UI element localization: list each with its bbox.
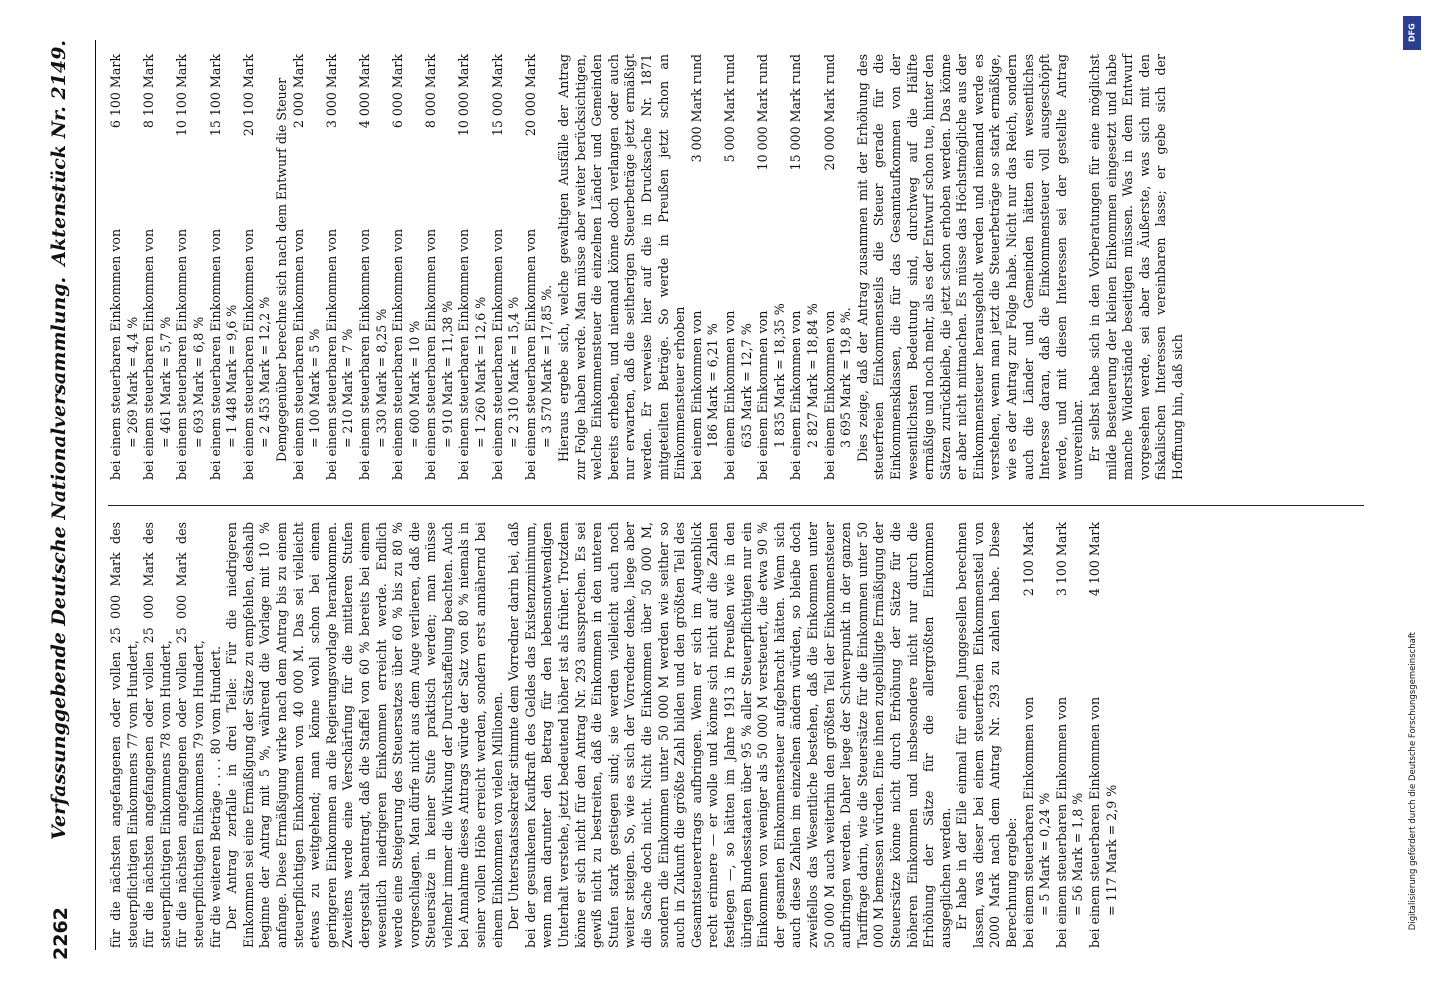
- calc-row: [324, 54, 341, 480]
- calc-row: [108, 54, 125, 480]
- calc-text: bei einem Einkommen von: [721, 310, 737, 480]
- calc-result: = 100 Mark = 5 %: [307, 328, 323, 448]
- paragraph: Der Unterstaatssekretär stimmte dem Vorredner darin bei, daß bei der gesunkenen Kaufkraft des Geldes das Existenzminimum, wenn man darunter den Betrag für den lebensnotwendigen Unterhalt verstehe, jetzt bedeutend höher ist als früher. Trotzdem könne er sich nicht für den Antrag Nr. 293 aussprechen. Es sei gewiß nicht zu bestreiten, daß die Einkommen in den unteren Stufen stark gestiegen sind; sie werden vielleicht auch noch weiter steigen. So, wie es sich der Vorredner denke, liege aber die Sache doch nicht. Nicht die Einkommen über 50 000 M, sondern die Einkommen unter 50 000 M werden wie seither so auch in Zukunft die größte Zahl bilden und den größten Teil des Gesamtsteuerertrags aufbringen. Wenn er sich im Augenblick recht erinnere — er wolle und könne sich nicht auf die Zahlen festlegen —, so hätten im Jahre 1913 in Preußen wie in den übrigen Bundesstaaten über 95 % aller Steuerpflichtigen nur ein Einkommen von weniger als 50 000 M versteuert, die etwa 90 % der gesamten Einkommensteuer aufgebracht hätten. Wenn sich auch diese Zahlen im einzelnen ändern würden, so bleibe doch zweifellos das Wesentliche bestehen, daß die Einkommen unter 50 000 M auch weiterhin den größten Teil der Einkommensteuer aufbringen werden. Daher liege der Schwerpunkt in der ganzen Tariffrage darin, wie die Steuersätze für die Einkommen unter 50 000 M bemessen würden. Eine ihnen zugebilligte Ermäßigung der Steuersätze könne nicht durch Erhöhung der Sätze für die höheren Einkommen und insbesondere nicht nur durch die Erhöhung der Sätze für die allergrößten Einkommen ausgeglichen werden.: [506, 522, 953, 948]
- calc-text: bei einem steuerbaren Einkommen von: [356, 228, 372, 480]
- calc-row: [490, 54, 507, 480]
- running-title: Verfassunggebende Deutsche Nationalversammlung.: [48, 276, 70, 840]
- calc-row: [423, 54, 440, 480]
- calc-result: = 1 260 Mark = 12,6 %: [473, 296, 489, 448]
- calc-row: [141, 54, 158, 480]
- calc-text: bei einem steuerbaren Einkommen von: [456, 228, 472, 480]
- calc-result: = 461 Mark = 5,7 %: [157, 316, 173, 448]
- calc-amount: 2 000 Mark: [290, 54, 306, 129]
- calc-amount: 6 000 Mark: [390, 54, 406, 129]
- calc-text: bei einem steuerbaren Einkommen von: [323, 228, 339, 480]
- header-rule: [95, 40, 96, 950]
- calc-result: = 910 Mark = 11,38 %: [439, 300, 455, 448]
- calc-result: = 2 453 Mark = 12,2 %: [257, 296, 273, 448]
- calc-text: bei einem steuerbaren Einkommen von: [207, 228, 223, 480]
- calc-result: 635 Mark = 12,7 %: [738, 323, 754, 448]
- paragraph: für die nächsten angefangenen oder vollen 25 000 Mark des steuerpflichtigen Einkommens 79 vom Hundert,: [174, 522, 206, 948]
- calc-text: bei einem steuerbaren Einkommen von: [240, 228, 256, 480]
- calc-block: [291, 54, 557, 480]
- calc-result: 3 695 Mark = 19,8 %.: [838, 307, 854, 448]
- calc-block: [1021, 522, 1121, 948]
- calc-amount: 2 100 Mark: [1020, 522, 1036, 597]
- calc-row: [241, 54, 258, 480]
- calc-row: [1021, 522, 1038, 948]
- calc-amount: 20 000 Mark rund: [821, 54, 837, 171]
- calc-amount: 3 100 Mark: [1053, 522, 1069, 597]
- calc-row: [208, 54, 225, 480]
- calc-result: = 1 448 Mark = 9,6 %: [224, 304, 240, 448]
- calc-result: 2 827 Mark = 18,84 %: [804, 303, 820, 448]
- paragraph: für die nächsten angefangenen oder vollen 25 000 Mark des steuerpflichtigen Einkommens 77 vom Hundert,: [108, 522, 140, 948]
- calc-row: [822, 54, 839, 480]
- calc-amount: 8 100 Mark: [141, 54, 157, 129]
- calc-amount: 8 000 Mark: [423, 54, 439, 129]
- digitization-credit: Digitalisierung gefördert durch die Deutsche Forschungsgemeinschaft: [1408, 631, 1418, 930]
- calc-amount: 3 000 Mark rund: [688, 54, 704, 163]
- dfg-logo: DFG: [1403, 16, 1421, 50]
- calc-row: [291, 54, 308, 480]
- calc-result: = 330 Mark = 8,25 %: [373, 308, 389, 448]
- calc-row: [357, 54, 374, 480]
- calc-text: bei einem steuerbaren Einkommen von: [290, 228, 306, 480]
- calc-row: [689, 54, 706, 480]
- calc-row: [523, 54, 540, 480]
- calc-result: = 117 Mark = 2,9 %: [1103, 784, 1119, 916]
- paragraph: Der Antrag zerfalle in drei Teile: Für die niedrigeren Einkommen sei eine Ermäßigung der Sätze zu empfehlen, deshalb beginne der Antrag mit 5 %, während die Vorlage mit 10 % anfange. Diese Ermäßigung wirke nach dem Antrag bis zu einem steuerpflichtigen Einkommen von 40 000 M. Das sei vielleicht etwas zu weitgehend; man könne wohl schon bei einem geringeren Einkommen an die Regierungsvorlage herankommen. Zweitens werde eine Verschärfung für die mittleren Stufen dergestalt beantragt, daß die Staffel von 60 % bereits bei einem wesentlich niedrigeren Einkommen erreicht werde. Endlich werde eine Steigerung des Steuersatzes über 60 % bis zu 80 % vorgeschlagen. Man dürfe nicht aus dem Auge verlieren, daß die Steuersätze in keiner Stufe praktisch werden; man müsse vielmehr immer die Wirkung der Durchstaffelung beachten. Auch bei Annahme dieses Antrags würde der Satz von 80 % niemals in seiner vollen Höhe erreicht werden, sondern erst annähernd bei einem Einkommen von vielen Millionen.: [224, 522, 505, 948]
- paragraph: Dies zeige, daß der Antrag zusammen mit der Erhöhung des steuerfreien Einkommensteils die Steuer gerade für die Einkommensklassen, die für das Gesamtaufkommen von der wesentlichsten Bedeutung sind, durchweg auf die Hälfte ermäßige und noch mehr, als es der Entwurf schon tue, hinter den Sätzen zurückbleibe, die jetzt schon erhoben werden. Das könne er aber nicht mitmachen. Es müsse das Höchstmögliche aus der Einkommensteuer herausgeholt werden und niemand werde es verstehen, wenn man jetzt die Steuerbeträge so stark ermäßige, wie es der Antrag zur Folge habe. Nicht nur das Reich, sondern auch die Länder und Gemeinden hätten ein wesentliches Interesse daran, daß die Einkommensteuer voll ausgeschöpft werde, und mit diesen Interessen sei der gestellte Antrag unvereinbar.: [854, 54, 1086, 480]
- calc-amount: 4 100 Mark: [1087, 522, 1103, 597]
- document-number: Aktenstück Nr. 2149.: [48, 40, 70, 266]
- calc-result: = 693 Mark = 6,8 %: [190, 316, 206, 448]
- calc-amount: 15 100 Mark: [207, 54, 223, 137]
- calc-result: = 269 Mark = 4,4 %: [124, 316, 140, 448]
- calc-amount: 6 100 Mark: [108, 54, 123, 129]
- calc-text: bei einem Einkommen von: [821, 310, 837, 480]
- paragraph: für die weiteren Beträge . . . . 80 vom Hundert.: [207, 645, 223, 948]
- calc-result: = 5 Mark = 0,24 %: [1037, 792, 1053, 916]
- calc-amount: 20 100 Mark: [240, 54, 256, 137]
- calc-row: [788, 54, 805, 480]
- calc-text: bei einem steuerbaren Einkommen von: [1020, 696, 1036, 948]
- calc-text: bei einem steuerbaren Einkommen von: [522, 228, 538, 480]
- left-column: [108, 522, 1120, 948]
- paragraph: Demgegenüber berechne sich nach dem Entwurf die Steuer: [273, 77, 289, 462]
- calc-text: bei einem steuerbaren Einkommen von: [489, 228, 505, 480]
- calc-block: [689, 54, 855, 480]
- calc-text: bei einem steuerbaren Einkommen von: [390, 228, 406, 480]
- calc-text: bei einem Einkommen von: [788, 310, 804, 480]
- calc-amount: 5 000 Mark rund: [721, 54, 737, 163]
- calc-result: = 56 Mark = 1,8 %: [1070, 792, 1086, 916]
- calc-result: = 3 570 Mark = 17,85 %.: [539, 284, 555, 448]
- calc-amount: 20 000 Mark: [522, 54, 538, 137]
- calc-text: bei einem steuerbaren Einkommen von: [174, 228, 190, 480]
- calc-text: bei einem steuerbaren Einkommen von: [423, 228, 439, 480]
- calc-text: bei einem steuerbaren Einkommen von: [1087, 696, 1103, 948]
- calc-row: [722, 54, 739, 480]
- calc-row: [390, 54, 407, 480]
- calc-result: 186 Mark = 6,21 %: [705, 323, 721, 448]
- paragraph: Hieraus ergebe sich, welche gewaltigen Ausfälle der Antrag zur Folge haben werde. Man müsse aber weiter berücksichtigen, welche Einkommensteuer die einzelnen Länder und Gemeinden bereits erheben, und niemand könne doch verlangen oder auch nur erwarten, daß die seitherigen Steuerbeträge jetzt ermäßigt werden. Er verweise hier auf die in Drucksache Nr. 1871 mitgeteilten Beträge. So werde in Preußen jetzt schon an Einkommensteuer erhoben: [556, 54, 688, 480]
- calc-row: [755, 54, 772, 480]
- paragraph: Er habe in der Eile einmal für einen Junggesellen berechnen lassen, was dieser bei einem steuerfreien Einkommensteil von 2000 Mark nach dem Antrag Nr. 293 zu zahlen habe. Diese Berechnung ergebe:: [954, 522, 1020, 948]
- calc-amount: 10 100 Mark: [174, 54, 190, 137]
- calc-row: [1087, 522, 1104, 948]
- page-number: 2262: [50, 907, 72, 960]
- calc-text: bei einem steuerbaren Einkommen von: [141, 228, 157, 480]
- calc-text: bei einem steuerbaren Einkommen von: [1053, 696, 1069, 948]
- paragraph: Er selbst habe sich in den Vorberatungen für eine möglichst milde Besteuerung der kleinen Einkommen eingesetzt und habe manche Widerstände beseitigen müssen. Was in dem Entwurf vorgesehen werde, sei aber das Äußerste, was sich mit den fiskalischen Interessen vereinbaren lasse; er gebe sich der Hoffnung hin, daß sich: [1087, 54, 1185, 480]
- column-divider: [108, 505, 1364, 506]
- calc-amount: 15 000 Mark: [489, 54, 505, 137]
- calc-row: [1054, 522, 1071, 948]
- calc-text: bei einem steuerbaren Einkommen von: [108, 228, 123, 480]
- calc-row: [456, 54, 473, 480]
- paragraph: für die nächsten angefangenen oder vollen 25 000 Mark des steuerpflichtigen Einkommens 78 vom Hundert,: [141, 522, 173, 948]
- right-column: [108, 54, 1187, 480]
- calc-result: 1 835 Mark = 18,35 %: [771, 303, 787, 448]
- calc-result: = 210 Mark = 7 %: [340, 328, 356, 448]
- calc-block: [108, 54, 274, 480]
- calc-amount: 15 000 Mark rund: [788, 54, 804, 171]
- calc-result: = 600 Mark = 10 %: [406, 320, 422, 448]
- calc-row: [174, 54, 191, 480]
- calc-text: bei einem Einkommen von: [688, 310, 704, 480]
- calc-amount: 10 000 Mark rund: [755, 54, 771, 171]
- calc-result: = 2 310 Mark = 15,4 %: [506, 296, 522, 448]
- page-header: [40, 40, 84, 960]
- calc-amount: 4 000 Mark: [356, 54, 372, 129]
- digitization-sidebar: [1400, 10, 1434, 990]
- calc-text: bei einem Einkommen von: [755, 310, 771, 480]
- calc-amount: 3 000 Mark: [323, 54, 339, 129]
- calc-amount: 10 000 Mark: [456, 54, 472, 137]
